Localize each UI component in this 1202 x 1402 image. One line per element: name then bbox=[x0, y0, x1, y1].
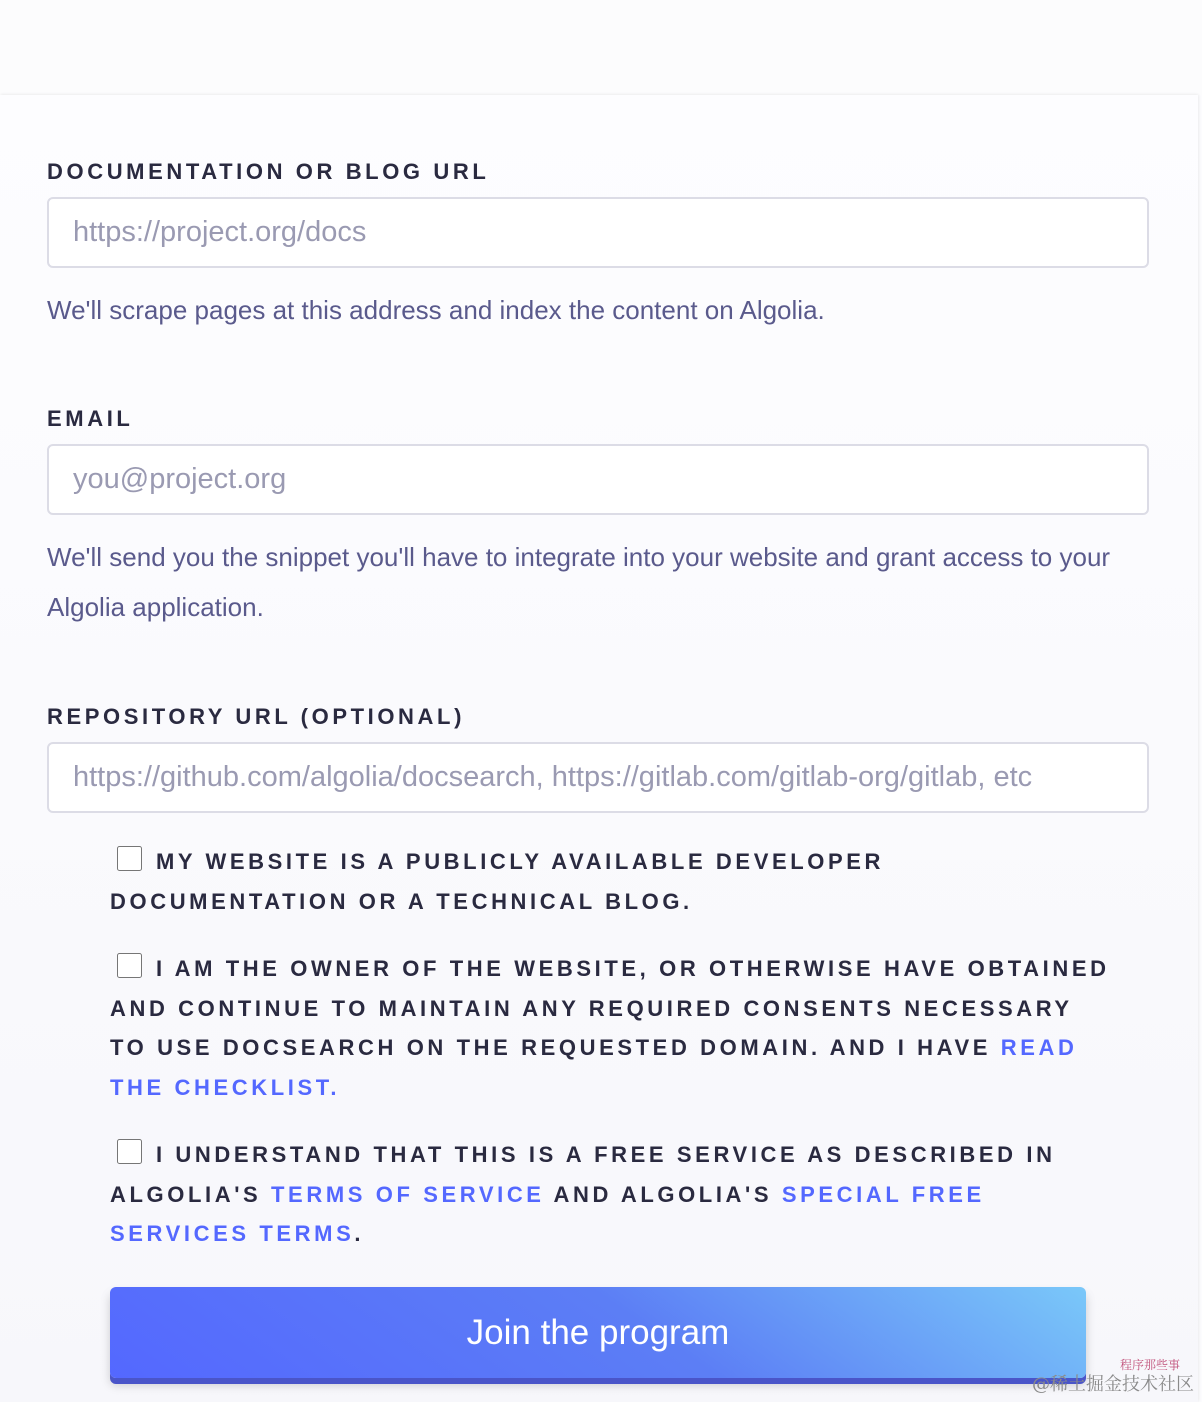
join-program-button[interactable]: Join the program bbox=[110, 1287, 1086, 1378]
repo-url-input[interactable] bbox=[47, 742, 1149, 813]
watermark bbox=[1032, 1358, 1194, 1396]
free-service-text-before: I UNDERSTAND THAT THIS IS A FREE SERVICE AS DESCRIBED IN ALGOLIA'S bbox=[110, 1142, 1056, 1207]
free-service-text-after: . bbox=[354, 1221, 365, 1246]
public-docs-consent-text: MY WEBSITE IS A PUBLICLY AVAILABLE DEVELOPER DOCUMENTATION OR A TECHNICAL BLOG. bbox=[110, 849, 885, 914]
ownership-consent bbox=[110, 949, 1110, 1107]
read-checklist-link[interactable]: READ THE CHECKLIST. bbox=[110, 1035, 1078, 1100]
repo-url-label: REPOSITORY URL (OPTIONAL) bbox=[47, 704, 465, 729]
docs-url-help-text: We'll scrape pages at this address and index the content on Algolia. bbox=[47, 295, 825, 325]
docs-url-input[interactable] bbox=[47, 197, 1149, 268]
ownership-checkbox[interactable] bbox=[117, 953, 142, 978]
docs-url-label: DOCUMENTATION OR BLOG URL bbox=[47, 159, 490, 184]
watermark-main-text: @稀土掘金技术社区 bbox=[1032, 1374, 1194, 1395]
public-docs-checkbox[interactable] bbox=[117, 846, 142, 871]
public-docs-consent bbox=[110, 842, 1110, 921]
free-service-consent bbox=[110, 1135, 1110, 1254]
special-free-services-terms-link[interactable]: SPECIAL FREE SERVICES TERMS bbox=[110, 1181, 985, 1246]
email-help-text: We'll send you the snippet you'll have to integrate into your website and grant access to your Algolia application. bbox=[47, 542, 1111, 622]
ownership-consent-text: I AM THE OWNER OF THE WEBSITE, OR OTHERWISE HAVE OBTAINED AND CONTINUE TO MAINTAIN ANY REQUIRED CONSENTS NECESSARY TO USE DOCSEARCH ON THE REQUESTED DOMAIN. AND I HAVE bbox=[110, 956, 1110, 1060]
watermark-small-text: 程序那些事 bbox=[1119, 1358, 1180, 1372]
top-header-area bbox=[0, 0, 1202, 95]
terms-of-service-link[interactable]: TERMS OF SERVICE bbox=[271, 1181, 545, 1207]
email-input[interactable] bbox=[47, 444, 1149, 515]
email-label: EMAIL bbox=[47, 406, 134, 431]
free-service-text-middle: AND ALGOLIA'S bbox=[544, 1181, 782, 1207]
free-service-checkbox[interactable] bbox=[117, 1139, 142, 1164]
